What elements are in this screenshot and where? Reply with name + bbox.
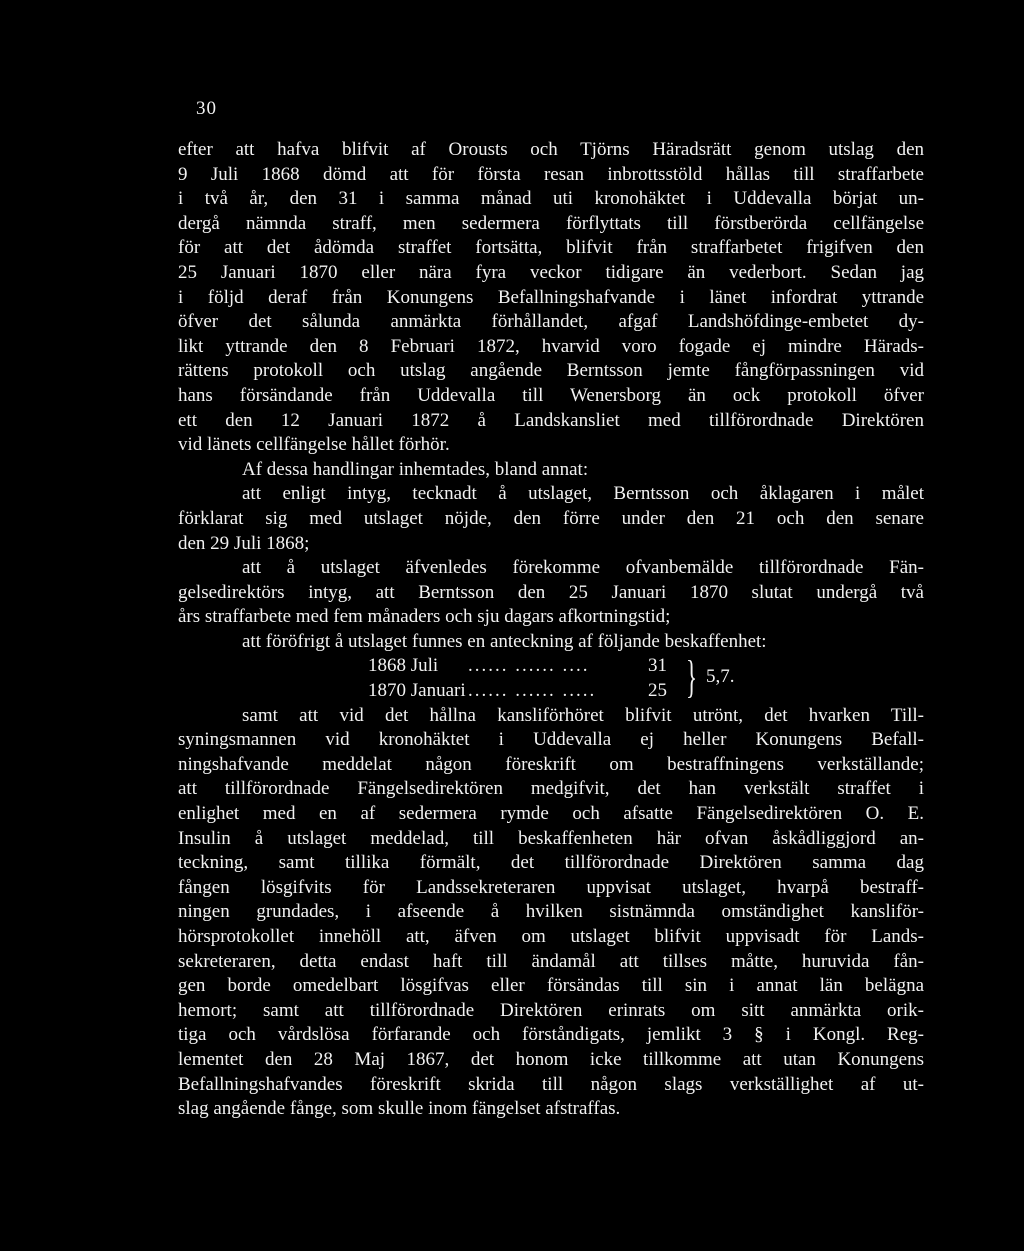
annotation-row-label: 1868 Juli — [368, 655, 439, 677]
text-line: att enligt intyg, tecknadt å utslaget, Berntsson och åklagaren i målet — [242, 483, 924, 505]
text-line: att föröfrigt å utslaget funnes en anteckning af följande beskaffenhet: — [242, 630, 767, 652]
text-line: efter att hafva blifvit af Orousts och Tjörns Häradsrätt genom utslag den — [178, 139, 924, 160]
paragraph — [178, 630, 924, 655]
body-text — [178, 138, 924, 1122]
annotation-brace-note: 5,7. — [706, 666, 735, 688]
text-line: syningsmannen vid kronohäktet i Uddevalla ej heller Konungens Befall- — [178, 729, 924, 751]
text-line: att tillförordnade Fängelsedirektören medgifvit, det han verkstält straffet i — [178, 778, 924, 800]
text-line: hans försändande från Uddevalla till Wenersborg än ock protokoll öfver — [178, 384, 924, 406]
text-line: tiga och vårdslösa förfarande och förståndigats, jemlikt 3 § i Kongl. Reg- — [178, 1024, 924, 1046]
text-line: ningshafvande meddelat någon föreskrift om bestraffningens verkställande; — [178, 753, 924, 775]
text-line: för att det ådömda straffet fortsätta, blifvit från straffarbetet frigifven den — [178, 237, 924, 259]
text-line: gelsedirektörs intyg, att Berntsson den 25 Januari 1870 slutat undergå två — [178, 581, 924, 603]
curly-brace-icon: } — [686, 651, 698, 703]
text-line: ett den 12 Januari 1872 å Landskansliet med tillförordnade Direktören — [178, 409, 924, 431]
text-line: års straffarbete med fem månaders och sju dagars afkortningstid; — [178, 606, 671, 628]
text-line: i följd deraf från Konungens Befallningshafvande i länet infordrat yttrande — [178, 286, 924, 308]
annotation-row-value: 31 — [648, 655, 667, 677]
text-line: enlighet med en af sedermera rymde och afsatte Fängelsedirektören O. E. — [178, 803, 924, 825]
text-line: rättens protokoll och utslag angående Berntsson jemte fångförpassningen vid — [178, 360, 924, 382]
paragraph — [178, 556, 924, 630]
annotation-row-leader: ...... ...... .... — [468, 655, 590, 677]
page-number: 30 — [196, 98, 217, 119]
annotation-row — [178, 679, 924, 704]
text-line: att å utslaget äfvenledes förekomme ofvanbemälde tillförordnade Fän- — [242, 557, 924, 579]
text-line: ningen grundades, i afseende å hvilken sistnämnda omständighet kansliför- — [178, 901, 924, 923]
text-line: 25 Januari 1870 eller nära fyra veckor tidigare än vederbort. Sedan jag — [178, 261, 924, 283]
text-line: gen borde omedelbart lösgifvas eller försändas till sin i annat län belägna — [178, 975, 924, 997]
paragraph — [178, 458, 924, 483]
text-line: Af dessa handlingar inhemtades, bland annat: — [242, 458, 589, 480]
text-line: den 29 Juli 1868; — [178, 532, 310, 554]
text-line: samt att vid det hållna kansliförhöret blifvit utrönt, det hvarken Till- — [242, 704, 924, 726]
text-line: hörsprotokollet innehöll att, äfven om utslaget blifvit uppvisadt för Lands- — [178, 926, 924, 947]
text-line: öfver det sålunda anmärkta förhållandet, afgaf Landshöfdinge-embetet dy- — [178, 311, 924, 333]
text-line: likt yttrande den 8 Februari 1872, hvarvid voro fogade ej mindre Härads- — [178, 335, 924, 357]
text-line: dergå nämnda straff, men sedermera förflyttats till förstberörda cellfängelse — [178, 212, 924, 234]
paragraphs — [178, 138, 924, 654]
text-line: sekreteraren, detta endast haft till ändamål att tillses måtte, huruvida fån- — [178, 950, 924, 972]
text-line: slag angående fånge, som skulle inom fängelset afstraffas. — [178, 1098, 621, 1120]
paragraph — [178, 138, 924, 458]
text-line: i två år, den 31 i samma månad uti kronohäktet i Uddevalla börjat un- — [178, 188, 924, 210]
annotation-row-leader: ...... ...... ..... — [468, 680, 597, 702]
text-line: fången lösgifvits för Landssekreteraren uppvisat utslaget, hvarpå bestraff- — [178, 876, 924, 898]
text-line: hemort; samt att tillförordnade Direktören erinrats om sitt anmärkta orik- — [178, 999, 924, 1021]
closing-paragraph — [178, 704, 924, 1122]
text-line: förklarat sig med utslaget nöjde, den förre under den 21 och den senare — [178, 507, 924, 529]
text-line: lementet den 28 Maj 1867, det honom icke tillkomme att utan Konungens — [178, 1048, 924, 1070]
text-line: teckning, samt tillika förmält, det tillförordnade Direktören samma dag — [178, 852, 924, 874]
text-line: 9 Juli 1868 dömd att för första resan inbrottsstöld hållas till straffarbete — [178, 163, 924, 185]
text-line: Insulin å utslaget meddelad, till beskaffenheten här ofvan åskådliggjord an- — [178, 827, 924, 849]
paragraph — [178, 482, 924, 556]
annotation-row-label: 1870 Januari — [368, 680, 466, 702]
text-line: vid länets cellfängelse hållet förhör. — [178, 434, 450, 456]
annotation-row-value: 25 — [648, 680, 667, 702]
text-line: Befallningshafvandes föreskrift skrida till någon slags verkställighet af ut- — [178, 1073, 924, 1095]
